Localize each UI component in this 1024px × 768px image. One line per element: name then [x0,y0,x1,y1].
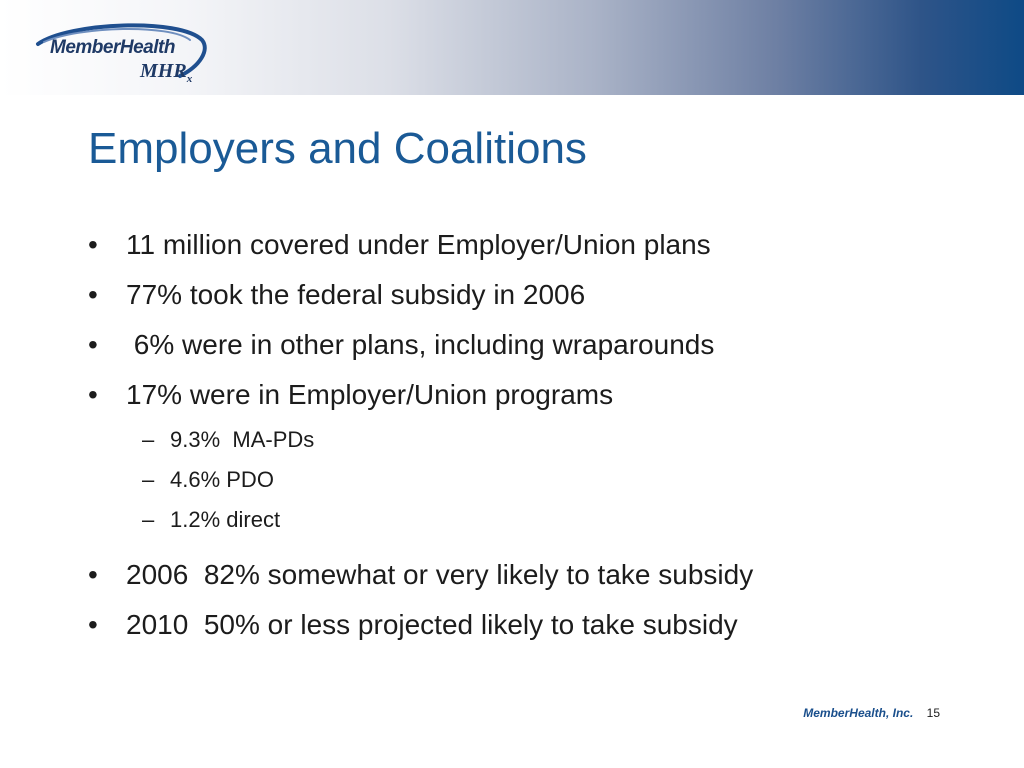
slide-footer [803,706,940,720]
footer-company: MemberHealth, Inc. [803,706,914,720]
bullet-marker: • [88,379,98,410]
logo-mark-letters: MHR [140,60,187,82]
bullet-text: 6% were in other plans, including wraparounds [126,329,715,360]
bullet-marker: • [88,609,98,640]
bullet-marker: • [88,329,98,360]
sub-bullet-marker: – [142,467,155,492]
bullet-item [88,609,988,659]
sub-bullet-text: 9.3% MA-PDs [170,427,315,452]
slide-title: Employers and Coalitions [88,124,587,173]
slide-content [88,229,988,659]
bullet-item [88,229,988,279]
bullet-marker: • [88,229,98,260]
page-number: 15 [926,706,940,720]
bullet-marker: • [88,279,98,310]
sub-bullet-item [88,467,988,507]
sub-bullet-item [88,427,988,467]
sub-bullet-text: 4.6% PDO [170,467,274,492]
bullet-text: 2010 50% or less projected likely to take subsidy [126,609,738,640]
bullet-text: 11 million covered under Employer/Union plans [126,229,711,260]
logo-mark-subscript: x [186,73,193,85]
sub-bullet-text: 1.2% direct [170,507,281,532]
sub-bullet-marker: – [142,507,155,532]
bullet-item [88,379,988,425]
logo-mark [140,60,192,83]
sub-bullet-marker: – [142,427,155,452]
logo-name: MemberHealth [50,37,175,58]
bullet-item [88,279,988,329]
sub-bullet-list [88,425,988,559]
bullet-text: 77% took the federal subsidy in 2006 [126,279,586,310]
memberhealth-logo [30,18,215,90]
bullet-text: 17% were in Employer/Union programs [126,379,614,410]
bullet-text: 2006 82% somewhat or very likely to take subsidy [126,559,754,590]
bullet-item [88,329,988,379]
sub-bullet-item [88,507,988,547]
bullet-item [88,559,988,609]
bullet-marker: • [88,559,98,590]
